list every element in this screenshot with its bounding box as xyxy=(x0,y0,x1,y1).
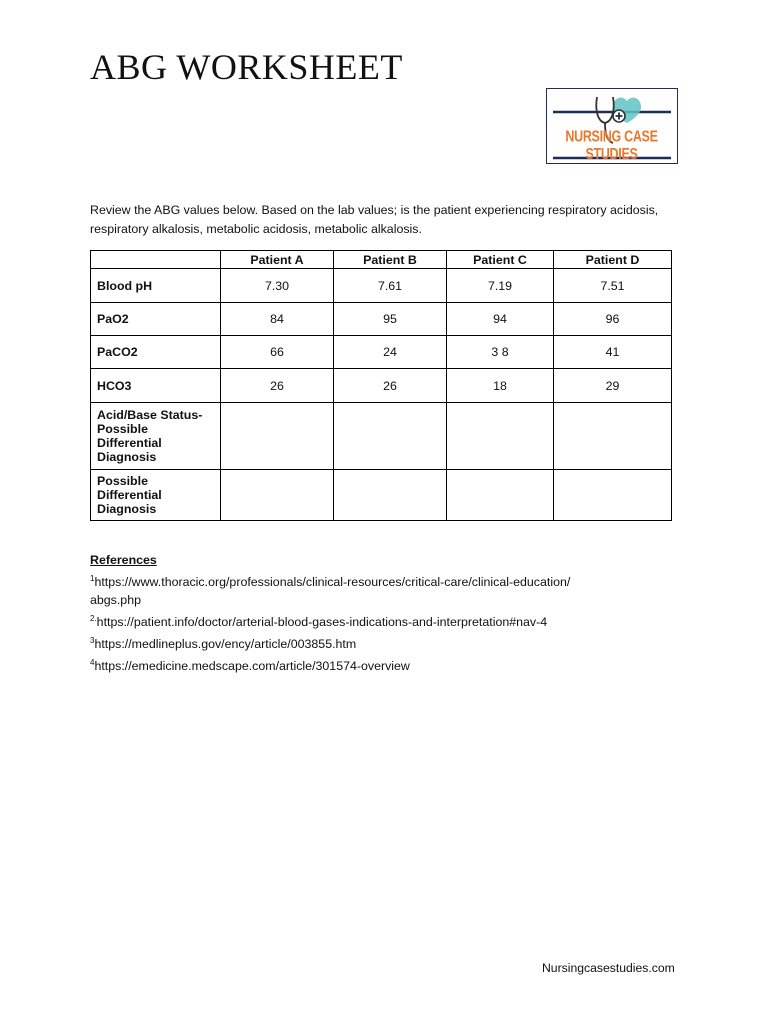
header-corner-cell xyxy=(91,251,221,269)
reference-item[interactable] xyxy=(90,610,570,632)
reference-item-continued[interactable]: abgs.php xyxy=(90,593,141,608)
row-label-hco3: HCO3 xyxy=(91,369,221,403)
answer-cell[interactable] xyxy=(554,403,672,470)
header-patient-b: Patient B xyxy=(334,251,447,269)
table-cell: 7.19 xyxy=(447,269,554,303)
answer-cell[interactable] xyxy=(447,403,554,470)
table-cell: 7.51 xyxy=(554,269,672,303)
table-header-row xyxy=(91,251,672,269)
table-row xyxy=(91,269,672,303)
footer-site-name: Nursingcasestudies.com xyxy=(542,961,675,975)
table-cell: 29 xyxy=(554,369,672,403)
reference-link[interactable]: https://medlineplus.gov/ency/article/003855.htm xyxy=(94,636,357,651)
answer-cell[interactable] xyxy=(554,470,672,521)
references-heading: References xyxy=(90,553,157,567)
reference-marker: 1 xyxy=(90,573,95,583)
abg-values-table xyxy=(90,250,672,521)
reference-marker: 4 xyxy=(90,657,95,667)
table-cell: 26 xyxy=(221,369,334,403)
table-row xyxy=(91,369,672,403)
row-label-differential-diagnosis: Possible Differential Diagnosis xyxy=(91,470,221,521)
page-title: ABG WORKSHEET xyxy=(90,47,403,87)
table-cell: 96 xyxy=(554,303,672,336)
row-label-acid-base-status: Acid/Base Status- Possible Differential Diagnosis xyxy=(91,403,221,470)
table-row xyxy=(91,403,672,470)
row-label-pao2: PaO2 xyxy=(91,303,221,336)
references-section xyxy=(90,551,570,675)
instructions-text: Review the ABG values below. Based on the lab values; is the patient experiencing respiratory acidosis, respiratory alkalosis, metabolic acidosis, metabolic alkalosis. xyxy=(90,203,659,236)
reference-marker: 2. xyxy=(90,614,97,624)
reference-link[interactable]: https://patient.info/doctor/arterial-blood-gases-indications-and-interpretation#nav-4 xyxy=(96,615,548,630)
table-cell: 26 xyxy=(334,369,447,403)
table-cell: 3 8 xyxy=(447,336,554,369)
table-cell: 94 xyxy=(447,303,554,336)
table-row xyxy=(91,336,672,369)
header-patient-c: Patient C xyxy=(447,251,554,269)
table-cell: 7.61 xyxy=(334,269,447,303)
reference-item[interactable] xyxy=(90,570,570,592)
reference-item[interactable] xyxy=(90,632,570,654)
answer-cell[interactable] xyxy=(334,403,447,470)
table-cell: 84 xyxy=(221,303,334,336)
table-cell: 7.30 xyxy=(221,269,334,303)
table-row xyxy=(91,303,672,336)
table-cell: 66 xyxy=(221,336,334,369)
header-patient-d: Patient D xyxy=(554,251,672,269)
logo-text: NURSING CASE STUDIES xyxy=(565,127,658,163)
table-cell: 41 xyxy=(554,336,672,369)
row-label-paco2: PaCO2 xyxy=(91,336,221,369)
table-cell: 24 xyxy=(334,336,447,369)
answer-cell[interactable] xyxy=(447,470,554,521)
table-cell: 95 xyxy=(334,303,447,336)
table-cell: 18 xyxy=(447,369,554,403)
reference-link[interactable]: https://www.thoracic.org/professionals/clinical-resources/critical-care/clinical-education/ xyxy=(94,574,571,589)
answer-cell[interactable] xyxy=(334,470,447,521)
reference-link[interactable]: https://emedicine.medscape.com/article/301574-overview xyxy=(94,658,410,673)
nursing-case-studies-logo xyxy=(546,88,678,164)
reference-marker: 3 xyxy=(90,635,95,645)
table-row xyxy=(91,470,672,521)
answer-cell[interactable] xyxy=(221,470,334,521)
answer-cell[interactable] xyxy=(221,403,334,470)
reference-item[interactable] xyxy=(90,654,570,676)
row-label-blood-ph: Blood pH xyxy=(91,269,221,303)
header-patient-a: Patient A xyxy=(221,251,334,269)
